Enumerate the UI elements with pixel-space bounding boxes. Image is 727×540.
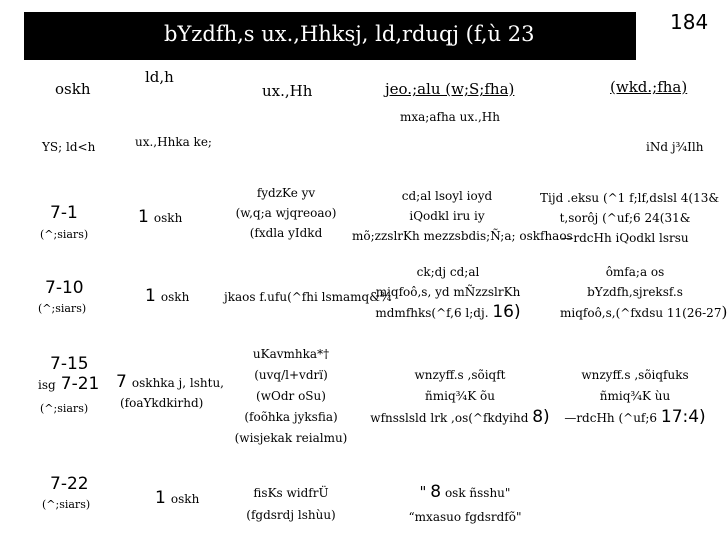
page-number: 184 xyxy=(670,10,709,34)
row4-meaning-quote: " xyxy=(419,483,427,501)
row4-duration-num: 1 xyxy=(155,488,166,508)
row2-meaning xyxy=(368,262,528,323)
row3-duration-num: 7 xyxy=(116,372,127,392)
row4-date: 7-22 xyxy=(50,474,89,494)
row4-ritual-line2: (fgdsrdj lshùu) xyxy=(246,508,336,522)
row2-meaning-line3 xyxy=(368,302,528,323)
row2-duration-num: 1 xyxy=(145,286,156,306)
row2-fulfillment-line1: ômfa;a os xyxy=(605,265,665,279)
row1-date: 7-1 xyxy=(50,203,78,223)
row3-meaning-ref-num: 8) xyxy=(532,407,550,427)
row4-ritual-line1: fisKs widfrÜ xyxy=(253,486,329,500)
col-header-new-covenant: (wkd.;fha) xyxy=(610,78,688,96)
row2-duration xyxy=(145,286,189,306)
row2-fulfillment-line3-text: miqfoô,s,(^fxdsu 11(26-27 xyxy=(560,306,722,320)
subheader-none: ux.,Hhka ke; xyxy=(135,135,212,149)
row3-ritual-line3: (wOdr oSu) xyxy=(256,389,326,403)
row3-ritual-mark: *† xyxy=(317,347,330,361)
row2-ritual: jkaos f.ufu(^fhi lsmamq&¾ xyxy=(224,290,392,304)
row2-duration-unit: oskh xyxy=(160,290,190,304)
row4-meaning-line2: “mxasuo fgdsrdfõ" xyxy=(408,510,522,524)
row3-fulfillment-ref-num: 17:4) xyxy=(660,407,706,427)
row1-ritual-line3: (fxdla yIdkd xyxy=(249,226,323,240)
row2-fulfillment-line3 xyxy=(560,302,727,323)
row4-meaning xyxy=(390,480,540,529)
row1-duration-unit: oskh xyxy=(153,211,183,225)
title-bar xyxy=(24,12,636,60)
row1-ritual-line2: (w,q;a wjqreoao) xyxy=(235,206,337,220)
subheader-year: iNd j¾Ilh xyxy=(646,140,704,154)
row4-ritual xyxy=(236,482,346,526)
row3-ritual xyxy=(226,344,356,449)
row2-month: (^;siars) xyxy=(38,302,87,315)
col-header-day: oskh xyxy=(55,80,91,98)
row1-fulfillment-line1: Tijd .eksu (^1 f;lf,dslsl 4(13& xyxy=(540,191,720,205)
row3-meaning-line2: ñmiq¾K õu xyxy=(425,389,495,403)
row4-month: (^;siars) xyxy=(42,498,91,511)
row3-ritual-line5: (wisjekak reialmu) xyxy=(234,431,348,445)
row3-duration-sub: (foaYkdkirhd) xyxy=(120,396,204,410)
row4-meaning-line1-text: osk ñsshu" xyxy=(444,486,511,500)
col-header-ritual: ux.,Hh xyxy=(262,82,313,100)
row2-date: 7-10 xyxy=(45,278,84,298)
row3-ritual-line4: (foõhka jyksfia) xyxy=(244,410,338,424)
row2-meaning-line3-text: mdmfhks(^f,6 l;dj. xyxy=(375,306,489,320)
row1-fulfillment-line2: t,sorôj (^uf;6 24(31& xyxy=(559,211,691,225)
page-title: bYzdfh,s ux.,Hhksj, ld,rduqj (f,ù 23 xyxy=(164,22,535,46)
row1-fulfillment xyxy=(540,188,720,248)
row1-meaning xyxy=(352,186,573,246)
row3-ritual-line1-text: uKavmhka xyxy=(252,347,318,361)
subheader-date: YS; ld<h xyxy=(42,140,96,154)
row2-fulfillment xyxy=(560,262,727,323)
row1-meaning-line1: cd;al lsoyl ioyd xyxy=(401,189,493,203)
row3-meaning xyxy=(370,365,550,429)
row1-duration xyxy=(138,207,182,227)
row3-duration-unit: oskhka j, lshtu, xyxy=(131,376,224,390)
row3-fulfillment-line1: wnzyff.s ,sõiqfuks xyxy=(581,368,689,382)
row2-meaning-line1: ck;dj cd;al xyxy=(416,265,480,279)
row2-meaning-ref-num: 16) xyxy=(492,302,521,322)
row3-date-end: 7-21 xyxy=(60,374,100,394)
row1-meaning-line3: mõ;zzslrKh mezzsbdis;Ñ;a; oskfhaos xyxy=(352,229,573,243)
row2-meaning-line2: miqfoô,s, yd mÑzzslrKh xyxy=(375,285,521,299)
row1-ritual-line1: fydzKe yv xyxy=(256,186,316,200)
col-subheader-meaning: mxa;afha ux.,Hh xyxy=(400,110,500,124)
row3-fulfillment-line3-text: —rdcHh (^uf;6 xyxy=(564,411,658,425)
row1-duration-num: 1 xyxy=(138,207,149,227)
row3-fulfillment-line3 xyxy=(560,407,710,429)
row3-ritual-line1 xyxy=(226,344,356,365)
row4-meaning-num: 8 xyxy=(430,482,442,502)
row1-ritual xyxy=(226,183,346,243)
row3-ritual-line2: (uvq/l+vdrï) xyxy=(254,368,328,382)
row1-fulfillment-line3: —rdcHh iQodkl lsrsu xyxy=(561,231,689,245)
row4-duration-unit: oskh xyxy=(170,492,200,506)
row3-meaning-line3 xyxy=(370,407,550,429)
col-header-time: ld,h xyxy=(145,68,174,86)
row2-fulfillment-line2: bYzdfh,sjreksf.s xyxy=(587,285,683,299)
row3-date-range xyxy=(38,374,99,394)
row3-date-until: isg xyxy=(38,378,56,392)
row3-fulfillment-line2: ñmiq¾K ùu xyxy=(599,389,671,403)
row4-meaning-line1 xyxy=(390,480,540,505)
row4-duration xyxy=(155,488,199,508)
row3-month: (^;siars) xyxy=(40,402,89,415)
row1-meaning-line2: iQodkl iru iy xyxy=(409,209,485,223)
row3-meaning-line1: wnzyff.s ,sõiqft xyxy=(414,368,506,382)
row2-fulfillment-paren: ) xyxy=(721,303,727,321)
row3-duration xyxy=(116,372,224,392)
row3-date-start: 7-15 xyxy=(50,354,89,374)
row3-fulfillment xyxy=(560,365,710,429)
col-header-old-covenant: jeo.;alu (w;S;fha) xyxy=(385,80,515,98)
row1-month: (^;siars) xyxy=(40,228,89,241)
row3-meaning-line3-text: wfnsslsld lrk ,os(^fkdyihd xyxy=(370,411,529,425)
